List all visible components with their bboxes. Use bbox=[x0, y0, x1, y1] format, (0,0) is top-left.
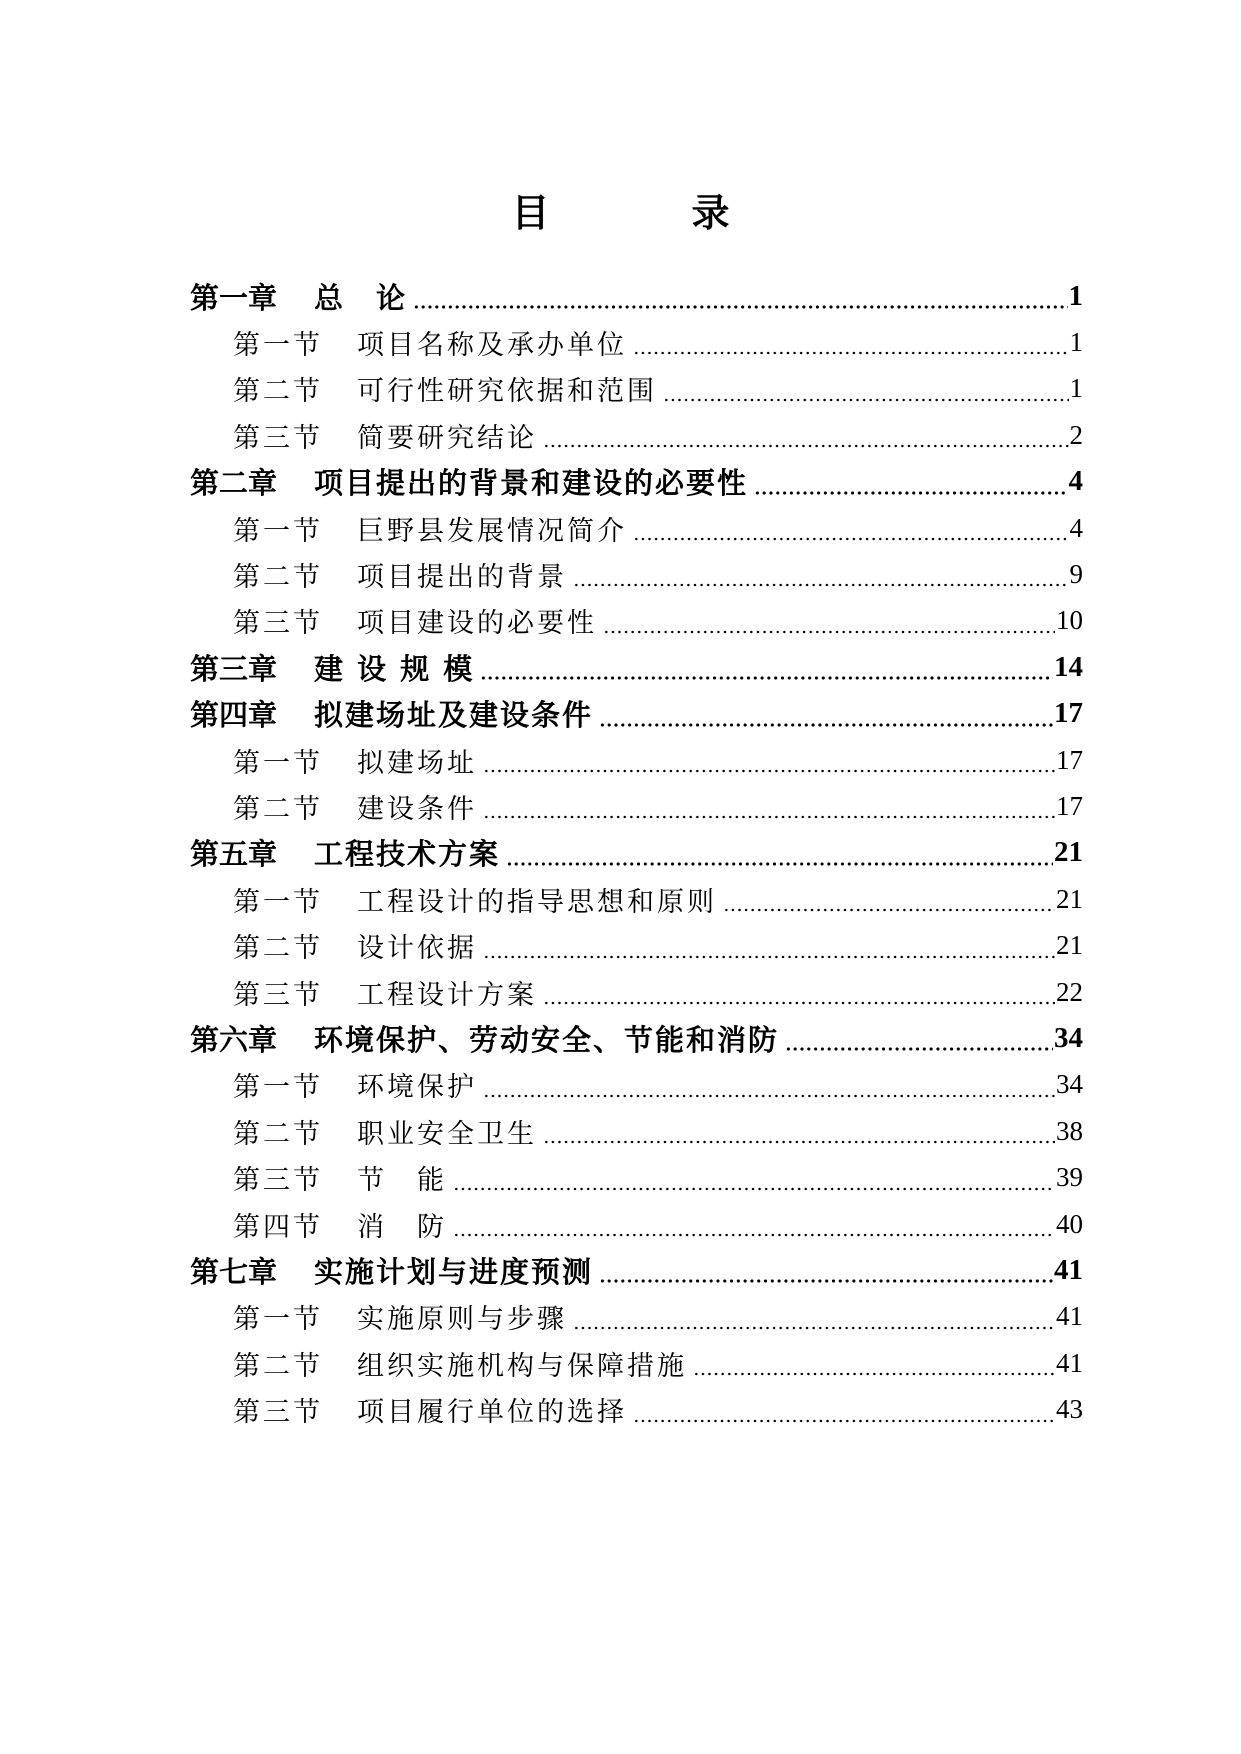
entry-page-number: 10 bbox=[1056, 605, 1083, 636]
entry-page-number: 38 bbox=[1056, 1115, 1083, 1146]
dot-leader bbox=[633, 512, 1069, 542]
entry-title: 实施计划与进度预测 bbox=[314, 1254, 594, 1289]
entry-page-number: 43 bbox=[1056, 1394, 1083, 1425]
entry-number: 第三节 bbox=[233, 422, 323, 454]
dot-leader bbox=[543, 976, 1055, 1006]
dot-leader bbox=[483, 744, 1055, 774]
entry-number: 第一节 bbox=[233, 515, 323, 547]
entry-number: 第一节 bbox=[233, 1072, 323, 1104]
entry-number: 第二节 bbox=[233, 376, 323, 408]
toc-section-entry[interactable] bbox=[233, 548, 1083, 600]
entry-title: 项目建设的必要性 bbox=[357, 608, 597, 640]
entry-page-number: 17 bbox=[1056, 744, 1083, 775]
entry-number: 第二节 bbox=[233, 933, 323, 965]
dot-leader bbox=[453, 1208, 1055, 1238]
toc-section-entry[interactable] bbox=[233, 1291, 1083, 1343]
dot-leader bbox=[483, 930, 1055, 960]
entry-page-number: 34 bbox=[1054, 1021, 1083, 1054]
entry-title: 简要研究结论 bbox=[357, 422, 537, 454]
entry-number: 第三节 bbox=[233, 979, 323, 1011]
entry-number: 第二节 bbox=[233, 1118, 323, 1150]
entry-number: 第二节 bbox=[233, 561, 323, 593]
dot-leader bbox=[480, 651, 1053, 681]
toc-section-entry[interactable] bbox=[233, 920, 1083, 972]
entry-page-number: 41 bbox=[1056, 1347, 1083, 1378]
toc-section-entry[interactable] bbox=[233, 316, 1083, 368]
entry-title: 项目履行单位的选择 bbox=[357, 1397, 627, 1429]
toc-section-entry[interactable] bbox=[233, 409, 1083, 461]
toc-section-entry[interactable] bbox=[233, 873, 1083, 925]
toc-chapter-entry[interactable] bbox=[190, 1012, 1083, 1064]
entry-title: 工程设计方案 bbox=[357, 979, 537, 1011]
entry-title: 环境保护 bbox=[357, 1072, 477, 1104]
entry-title: 项目名称及承办单位 bbox=[357, 329, 627, 361]
toc-chapter-entry[interactable] bbox=[190, 827, 1083, 879]
dot-leader bbox=[543, 419, 1069, 449]
entry-number: 第七章 bbox=[190, 1254, 278, 1289]
entry-number: 第三节 bbox=[233, 608, 323, 640]
toc-section-entry[interactable] bbox=[233, 1384, 1083, 1436]
entry-page-number: 1 bbox=[1069, 373, 1083, 404]
dot-leader bbox=[693, 1347, 1055, 1377]
toc-section-entry[interactable] bbox=[233, 734, 1083, 786]
toc-chapter-entry[interactable] bbox=[190, 456, 1083, 508]
dot-leader bbox=[413, 280, 1067, 310]
entry-title: 可行性研究依据和范围 bbox=[357, 376, 657, 408]
toc-chapter-entry[interactable] bbox=[190, 1244, 1083, 1296]
dot-leader bbox=[453, 1162, 1055, 1192]
entry-page-number: 21 bbox=[1056, 930, 1083, 961]
entry-title: 项目提出的背景 bbox=[357, 561, 567, 593]
entry-page-number: 17 bbox=[1056, 790, 1083, 821]
toc-chapter-entry[interactable] bbox=[190, 641, 1083, 693]
entry-page-number: 17 bbox=[1054, 697, 1083, 730]
entry-title: 节 能 bbox=[357, 1165, 447, 1197]
entry-title: 项目提出的背景和建设的必要性 bbox=[314, 466, 749, 501]
toc-section-entry[interactable] bbox=[233, 1198, 1083, 1250]
entry-number: 第三节 bbox=[233, 1165, 323, 1197]
toc-section-entry[interactable] bbox=[233, 780, 1083, 832]
entry-number: 第二节 bbox=[233, 793, 323, 825]
dot-leader bbox=[506, 837, 1053, 867]
entry-number: 第一节 bbox=[233, 747, 323, 779]
entry-number: 第四节 bbox=[233, 1211, 323, 1243]
entry-number: 第二节 bbox=[233, 1350, 323, 1382]
entry-page-number: 41 bbox=[1054, 1253, 1083, 1286]
dot-leader bbox=[633, 326, 1069, 356]
entry-number: 第一节 bbox=[233, 886, 323, 918]
dot-leader bbox=[483, 1069, 1055, 1099]
entry-title: 工程技术方案 bbox=[314, 837, 501, 872]
entry-page-number: 41 bbox=[1056, 1301, 1083, 1332]
entry-title: 巨野县发展情况简介 bbox=[357, 515, 627, 547]
toc-section-entry[interactable] bbox=[233, 1059, 1083, 1111]
entry-number: 第四章 bbox=[190, 698, 278, 733]
entry-title: 总 论 bbox=[314, 280, 408, 315]
dot-leader bbox=[599, 698, 1053, 728]
dot-leader bbox=[483, 790, 1055, 820]
page-title: 目 录 bbox=[511, 190, 782, 236]
entry-page-number: 2 bbox=[1069, 419, 1083, 450]
entry-page-number: 4 bbox=[1069, 512, 1083, 543]
entry-page-number: 21 bbox=[1056, 883, 1083, 914]
dot-leader bbox=[663, 373, 1069, 403]
dot-leader bbox=[633, 1394, 1055, 1424]
entry-page-number: 14 bbox=[1054, 650, 1083, 683]
entry-page-number: 39 bbox=[1056, 1162, 1083, 1193]
toc-section-entry[interactable] bbox=[233, 595, 1083, 647]
entry-page-number: 1 bbox=[1068, 279, 1083, 312]
toc-chapter-entry[interactable] bbox=[190, 688, 1083, 740]
toc-section-entry[interactable] bbox=[233, 1337, 1083, 1389]
entry-page-number: 40 bbox=[1056, 1208, 1083, 1239]
entry-number: 第三节 bbox=[233, 1397, 323, 1429]
entry-title: 职业安全卫生 bbox=[357, 1118, 537, 1150]
entry-title: 建设条件 bbox=[357, 793, 477, 825]
entry-page-number: 21 bbox=[1054, 836, 1083, 869]
dot-leader bbox=[785, 1022, 1053, 1052]
entry-title: 工程设计的指导思想和原则 bbox=[357, 886, 717, 918]
entry-page-number: 1 bbox=[1069, 326, 1083, 357]
entry-title: 环境保护、劳动安全、节能和消防 bbox=[314, 1022, 780, 1057]
entry-title: 实施原则与步骤 bbox=[357, 1304, 567, 1336]
entry-number: 第六章 bbox=[190, 1022, 278, 1057]
toc-section-entry[interactable] bbox=[233, 363, 1083, 415]
entry-number: 第一节 bbox=[233, 1304, 323, 1336]
entry-title: 组织实施机构与保障措施 bbox=[357, 1350, 687, 1382]
entry-title: 建 设 规 模 bbox=[314, 651, 475, 686]
entry-number: 第一章 bbox=[190, 280, 278, 315]
entry-title: 消 防 bbox=[357, 1211, 447, 1243]
entry-page-number: 22 bbox=[1056, 976, 1083, 1007]
dot-leader bbox=[543, 1115, 1055, 1145]
entry-number: 第三章 bbox=[190, 651, 278, 686]
dot-leader bbox=[723, 883, 1055, 913]
entry-number: 第二章 bbox=[190, 466, 278, 501]
toc-section-entry[interactable] bbox=[233, 1152, 1083, 1204]
entry-number: 第一节 bbox=[233, 329, 323, 361]
entry-title: 设计依据 bbox=[357, 933, 477, 965]
toc-section-entry[interactable] bbox=[233, 502, 1083, 554]
toc-chapter-entry[interactable] bbox=[190, 270, 1083, 322]
dot-leader bbox=[573, 558, 1069, 588]
dot-leader bbox=[599, 1254, 1053, 1284]
entry-title: 拟建场址 bbox=[357, 747, 477, 779]
dot-leader bbox=[603, 605, 1055, 635]
dot-leader bbox=[573, 1301, 1055, 1331]
toc-section-entry[interactable] bbox=[233, 1105, 1083, 1157]
entry-number: 第五章 bbox=[190, 837, 278, 872]
dot-leader bbox=[754, 466, 1067, 496]
entry-page-number: 9 bbox=[1069, 558, 1083, 589]
entry-page-number: 34 bbox=[1056, 1069, 1083, 1100]
entry-title: 拟建场址及建设条件 bbox=[314, 698, 594, 733]
toc-section-entry[interactable] bbox=[233, 966, 1083, 1018]
entry-page-number: 4 bbox=[1068, 465, 1083, 498]
